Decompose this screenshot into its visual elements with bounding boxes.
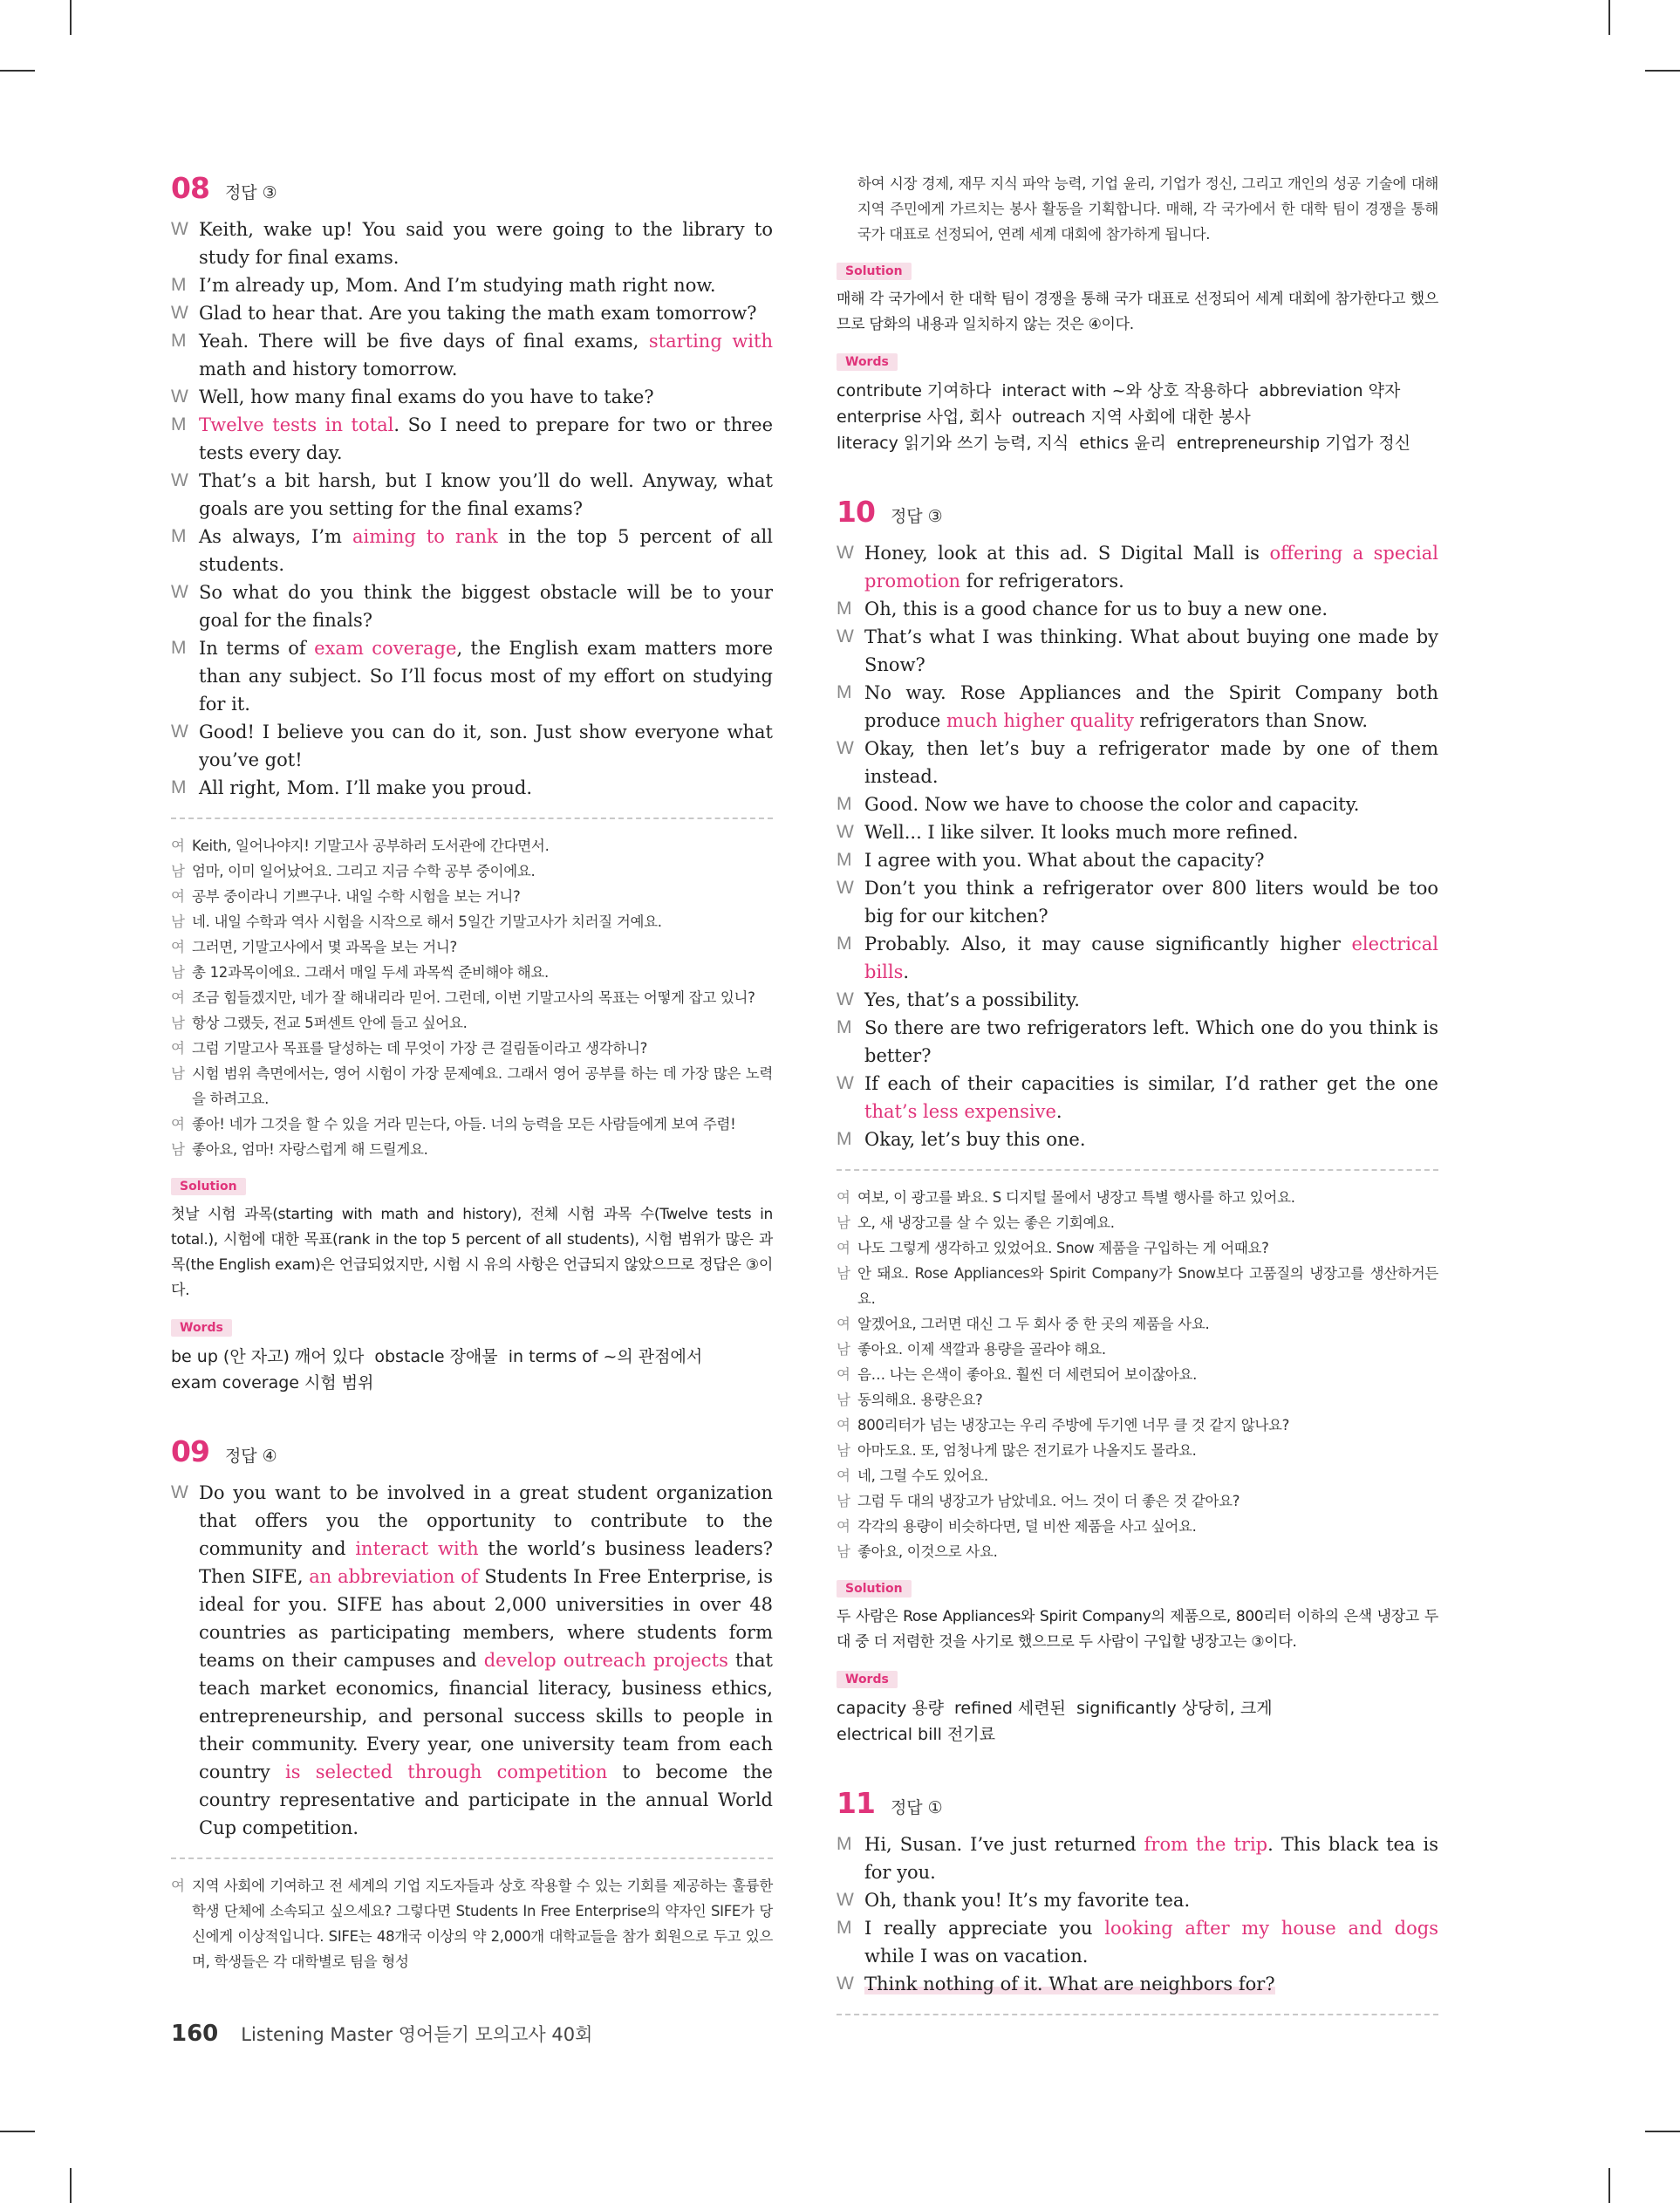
highlighted-phrase: electrical bills [864, 934, 1438, 982]
highlighted-phrase: offering a special promotion [864, 543, 1438, 592]
utterance [199, 634, 773, 718]
speaker-label: 남 [171, 964, 185, 981]
dialogue-line [837, 1014, 1438, 1070]
speaker-label: W [171, 582, 188, 602]
dialogue-line [837, 1125, 1438, 1153]
utterance [864, 818, 1438, 846]
utterance [199, 411, 773, 467]
text-run: Probably. Also, it may cause significantly higher [864, 934, 1352, 954]
dialogue-08 [171, 216, 773, 802]
highlighted-phrase: starting with [648, 331, 773, 352]
text-run: Yes, that’s a possibility. [864, 989, 1080, 1010]
words-list-08 [171, 1344, 773, 1396]
question-header-10 [837, 495, 1438, 529]
dialogue-line [837, 1070, 1438, 1125]
dialogue-line [837, 846, 1438, 874]
solution-text-09: 매해 각 국가에서 한 대학 팀이 경쟁을 통해 국가 대표로 선정되어 세계 대회에 참가한다고 했으므로 담화의 내용과 일치하지 않는 것은 ④이다. [837, 291, 1438, 333]
speaker-label: W [837, 1890, 854, 1910]
answer-label: 정답 ① [890, 1798, 943, 1817]
words-line: electrical bill 전기료 [837, 1725, 996, 1744]
text-run: Don’t you think a refrigerator over 800 liters would be too big for our kitchen? [864, 878, 1438, 927]
text-run: In terms of [199, 638, 315, 659]
text-run: Students In Free Enterprise, is ideal for you. SIFE has about 2,000 universities in over 48 countries as participating members, where students form teams on their campuses and [199, 1566, 773, 1671]
korean-line [171, 909, 773, 934]
utterance [864, 846, 1438, 874]
utterance [864, 595, 1438, 623]
speaker-label: 여 [837, 1366, 850, 1383]
utterance [864, 986, 1438, 1014]
crop-mark [1608, 2168, 1610, 2203]
dialogue-line [837, 818, 1438, 846]
speaker-label: M [837, 850, 852, 870]
dialogue-line [171, 216, 773, 271]
korean-text: 공부 중이라니 기쁘구나. 내일 수학 시험을 보는 거니? [192, 888, 521, 905]
text-run: . [1055, 1101, 1062, 1122]
korean-translation-10 [837, 1185, 1438, 1564]
korean-text: 엄마, 이미 일어났어요. 그리고 지금 수학 공부 중이에요. [192, 863, 536, 879]
dialogue-line [837, 1914, 1438, 1970]
words-tag: Words [837, 1671, 898, 1688]
speaker-label: 남 [837, 1214, 850, 1231]
words-line: enterprise 사업, 회사 outreach 지역 사회에 대한 봉사 [837, 407, 1251, 427]
speaker-label: 여 [171, 838, 185, 854]
words-line: be up (안 자고) 깨어 있다 obstacle 장애물 in terms of ~의 관점에서 [171, 1347, 703, 1366]
speaker-label: M [837, 1918, 852, 1938]
dialogue-line [171, 271, 773, 299]
korean-line [171, 1137, 773, 1162]
question-header-09 [171, 1434, 773, 1468]
right-column [837, 171, 1438, 2029]
korean-text: 동의해요. 용량은요? [857, 1392, 983, 1408]
solution-tag: Solution [837, 263, 912, 280]
korean-line: 하여 시장 경제, 재무 지식 파악 능력, 기업 윤리, 기업가 정신, 그리고 개인의 성공 기술에 대해 지역 주민에게 가르치는 봉사 활동을 기획합니다. 매해, 각 국가에서 한 대학 팀이 경쟁을 통해 국가 대표로 선정되어, 연례 세계 대회에 참가하게 됩니다. [857, 175, 1438, 243]
utterance [199, 327, 773, 383]
dialogue-line [837, 930, 1438, 986]
korean-text: 좋아요, 이것으로 사요. [857, 1543, 998, 1560]
speaker-label: W [837, 1073, 854, 1093]
dialogue-line [171, 1479, 773, 1842]
speaker-label: W [171, 470, 188, 490]
text-run: that teach market economics, financial literacy, business ethics, entrepreneurship, and personal success skills to people in their community. Every year, one university team from each country [199, 1650, 773, 1782]
utterance [864, 1070, 1438, 1125]
speaker-label: 여 [171, 1040, 185, 1057]
korean-text: 네. 내일 수학과 역사 시험을 시작으로 해서 5일간 기말고사가 치러질 거예요. [192, 913, 662, 930]
korean-text: 음… 나는 은색이 좋아요. 훨씬 더 세련되어 보이잖아요. [857, 1366, 1198, 1383]
words-line: exam coverage 시험 범위 [171, 1373, 374, 1392]
dialogue-10 [837, 539, 1438, 1153]
korean-text: 좋아요, 엄마! 자랑스럽게 해 드릴게요. [192, 1141, 428, 1158]
text-run: I’m already up, Mom. And I’m studying math right now. [199, 275, 716, 296]
solution-tag: Solution [837, 1580, 912, 1598]
dialogue-line [837, 679, 1438, 735]
words-tag: Words [837, 353, 898, 371]
korean-text: Keith, 일어나야지! 기말고사 공부하러 도서관에 간다면서. [192, 838, 550, 854]
dialogue-line [837, 1886, 1438, 1914]
korean-text: 여보, 이 광고를 봐요. S 디지털 몰에서 냉장고 특별 행사를 하고 있어요. [857, 1189, 1295, 1206]
highlighted-phrase: an abbreviation of [309, 1566, 479, 1587]
text-run: No way. Rose Appliances and the Spirit Company both produce [864, 682, 1438, 731]
text-run: for refrigerators. [960, 571, 1124, 592]
text-run: That’s a bit harsh, but I know you’ll do well. Anyway, what goals are you setting for the final exams? [199, 470, 773, 519]
speaker-label: M [171, 526, 187, 546]
korean-text: 좋아! 네가 그것을 할 수 있을 거라 믿는다, 아들. 너의 능력을 모든 사람들에게 보여 주렴! [192, 1116, 736, 1132]
dialogue-line [171, 634, 773, 718]
utterance [199, 523, 773, 578]
speaker-label: M [171, 638, 187, 658]
text-run: I agree with you. What about the capacity? [864, 850, 1265, 871]
solution-text-10: 두 사람은 Rose Appliances와 Spirit Company의 제품으로, 800리터 이하의 은색 냉장고 두 대 중 더 저렴한 것을 사기로 했으므로 두 사람이 구입할 냉장고는 ③이다. [837, 1608, 1438, 1651]
text-run: . This black tea is for you. [864, 1834, 1438, 1883]
utterance [199, 216, 773, 271]
highlighted-phrase: interact with [355, 1538, 479, 1559]
divider [171, 1857, 773, 1859]
speaker-label: 여 [837, 1468, 850, 1484]
dialogue-line [171, 774, 773, 802]
dialogue-line [837, 623, 1438, 679]
korean-line [837, 1311, 1438, 1337]
speaker-label: 여 [837, 1189, 850, 1206]
korean-line: 지역 사회에 기여하고 전 세계의 기업 지도자들과 상호 작용할 수 있는 기회를 제공하는 훌륭한 학생 단체에 소속되고 싶으세요? 그렇다면 Students In Free Enterprise의 약자인 SIFE가 당신에게 이상적입니다. SIFE는 48개국 이상의 약 2,000개 대학교들을 참가 회원으로 두고 있으며, 학생들은 각 대학별로 팀을 형성 [192, 1878, 773, 1970]
text-run: math and history tomorrow. [199, 359, 458, 380]
text-run: Good! I believe you can do it, son. Just show everyone what you’ve got! [199, 722, 773, 770]
question-number: 08 [171, 171, 209, 205]
speaker-label: 여 [837, 1316, 850, 1332]
answer-label: 정답 ③ [224, 183, 277, 202]
text-run: I really appreciate you [864, 1918, 1105, 1939]
question-header-11 [837, 1786, 1438, 1820]
korean-line [171, 1061, 773, 1112]
korean-line [837, 1210, 1438, 1235]
dialogue-line [171, 523, 773, 578]
text-run: Hi, Susan. I’ve just returned [864, 1834, 1144, 1855]
korean-translation-09 [171, 1873, 773, 1974]
utterance [199, 271, 773, 299]
korean-text: 안 돼요. Rose Appliances와 Spirit Company가 Snow보다 고품질의 냉장고를 생산하거든요. [857, 1265, 1438, 1307]
korean-text: 알겠어요, 그러면 대신 그 두 회사 중 한 곳의 제품을 사요. [857, 1316, 1210, 1332]
highlighted-phrase: much higher quality [946, 710, 1134, 731]
korean-text: 나도 그렇게 생각하고 있었어요. Snow 제품을 구입하는 게 어때요? [857, 1240, 1269, 1256]
speaker-label: M [171, 777, 187, 797]
korean-text: 그러면, 기말고사에서 몇 과목을 보는 거니? [192, 939, 457, 955]
text-run: So what do you think the biggest obstacle will be to your goal for the finals? [199, 582, 773, 631]
text-run: Good. Now we have to choose the color and capacity. [864, 794, 1360, 815]
text-run: Okay, let’s buy this one. [864, 1129, 1086, 1150]
text-run: . So I need to prepare for two or three tests every day. [199, 414, 773, 463]
utterance [864, 790, 1438, 818]
speaker-label: W [837, 822, 854, 842]
korean-line [837, 1185, 1438, 1210]
text-run: That’s what I was thinking. What about buying one made by Snow? [864, 626, 1438, 675]
utterance [864, 623, 1438, 679]
utterance [864, 1125, 1438, 1153]
text-run: As always, I’m [199, 526, 352, 547]
dialogue-line [171, 327, 773, 383]
speaker-label: 여 [171, 989, 185, 1006]
korean-text: 네, 그럴 수도 있어요. [857, 1468, 988, 1484]
highlighted-phrase: Twelve tests in total [199, 414, 394, 435]
korean-translation-08 [171, 833, 773, 1162]
question-header-08 [171, 171, 773, 205]
utterance [864, 1970, 1438, 1998]
text-run: Well... I like silver. It looks much more refined. [864, 822, 1299, 843]
highlighted-phrase: is selected through competition [285, 1762, 608, 1782]
korean-line [171, 1112, 773, 1137]
dialogue-line [171, 411, 773, 467]
korean-text: 좋아요. 이제 색깔과 용량을 골라야 해요. [857, 1341, 1106, 1358]
dialogue-line [837, 790, 1438, 818]
crop-mark [70, 2168, 72, 2203]
korean-line [837, 1438, 1438, 1463]
speaker-label: 남 [171, 913, 185, 930]
speaker-label: 여 [837, 1417, 850, 1433]
speaker-label: W [171, 387, 188, 407]
text-run: Yeah. There will be five days of final exams, [199, 331, 649, 352]
utterance [199, 299, 773, 327]
solution-tag: Solution [171, 1178, 246, 1195]
text-run: while I was on vacation. [864, 1946, 1089, 1967]
text-run: So there are two refrigerators left. Which one do you think is better? [864, 1017, 1438, 1066]
korean-text: 총 12과목이에요. 그래서 매일 두세 과목씩 준비해야 해요. [192, 964, 549, 981]
words-list-10 [837, 1695, 1438, 1748]
answer-label: 정답 ③ [890, 507, 943, 526]
speaker-label: 여 [171, 888, 185, 905]
highlighted-phrase: aiming to rank [352, 526, 498, 547]
highlighted-phrase: exam coverage [314, 638, 457, 659]
text-run: Oh, thank you! It’s my favorite tea. [864, 1890, 1191, 1911]
speaker-label: W [837, 626, 854, 647]
text-run: to become the country representative and participate in the annual World Cup competition. [199, 1762, 773, 1838]
speaker-label: W [171, 1482, 188, 1502]
question-number: 10 [837, 495, 875, 529]
korean-text: 시험 범위 측면에서는, 영어 시험이 가장 문제예요. 그래서 영어 공부를 하는 데 가장 많은 노력을 하려고요. [192, 1065, 773, 1107]
speaker-label: 여 [837, 1240, 850, 1256]
speaker-label: W [171, 219, 188, 239]
speaker-label: W [171, 722, 188, 742]
dialogue-line [837, 1830, 1438, 1886]
speaker-label: 남 [837, 1442, 850, 1459]
speaker-label: M [837, 1129, 852, 1149]
korean-text: 800리터가 넘는 냉장고는 우리 주방에 두기엔 너무 클 것 같지 않나요? [857, 1417, 1290, 1433]
dialogue-11 [837, 1830, 1438, 1998]
speaker-label: W [837, 878, 854, 898]
dialogue-line [171, 467, 773, 523]
dialogue-line [837, 735, 1438, 790]
text-run: Okay, then let’s buy a refrigerator made by one of them instead. [864, 738, 1438, 787]
utterance [199, 467, 773, 523]
utterance [199, 578, 773, 634]
korean-line [837, 1362, 1438, 1387]
text-run: Keith, wake up! You said you were going to the library to study for final exams. [199, 219, 773, 268]
korean-text: 오, 새 냉장고를 살 수 있는 좋은 기회예요. [857, 1214, 1115, 1231]
utterance [864, 874, 1438, 930]
dialogue-line [837, 1970, 1438, 1998]
text-run: All right, Mom. I’ll make you proud. [199, 777, 533, 798]
korean-line [171, 1010, 773, 1036]
korean-line [837, 1488, 1438, 1514]
speaker-label: M [171, 414, 187, 434]
utterance [864, 679, 1438, 735]
utterance [199, 774, 773, 802]
korean-line [837, 1463, 1438, 1488]
highlighted-phrase: looking after my house and dogs [1104, 1918, 1438, 1939]
dialogue-line [837, 874, 1438, 930]
utterance [199, 383, 773, 411]
korean-line [837, 1235, 1438, 1261]
text-run: Do you want to be involved in a great student organization that offers you the opportunity to contribute to the community and [199, 1482, 773, 1559]
divider [171, 818, 773, 819]
utterance [864, 735, 1438, 790]
question-number: 11 [837, 1786, 875, 1820]
korean-line [837, 1387, 1438, 1413]
korean-line [837, 1261, 1438, 1311]
korean-text: 아마도요. 또, 엄청나게 많은 전기료가 나올지도 몰라요. [857, 1442, 1197, 1459]
crop-mark [1645, 70, 1680, 72]
text-run: Well, how many final exams do you have to take? [199, 387, 654, 407]
crop-mark [0, 70, 35, 72]
utterance [864, 1886, 1438, 1914]
words-line: literacy 읽기와 쓰기 능력, 지식 ethics 윤리 entrepreneurship 기업가 정신 [837, 434, 1411, 453]
left-column [171, 171, 773, 1974]
speaker-label: M [837, 1017, 852, 1037]
dialogue-line [837, 595, 1438, 623]
speaker-label: 남 [171, 1065, 185, 1082]
text-run: Think nothing of it. What are neighbors for? [864, 1974, 1275, 1994]
highlighted-phrase: develop outreach projects [483, 1650, 728, 1671]
dialogue-line [171, 718, 773, 774]
utterance [199, 1479, 773, 1842]
speaker-label: W [837, 1974, 854, 1994]
speaker-label: 남 [171, 1141, 185, 1158]
crop-mark [0, 2131, 35, 2132]
speaker-label: 여 [171, 939, 185, 955]
korean-text: 조금 힘들겠지만, 네가 잘 해내리라 믿어. 그런데, 이번 기말고사의 목표는 어떻게 잡고 있니? [192, 989, 755, 1006]
dialogue-line [171, 299, 773, 327]
korean-line [837, 1413, 1438, 1438]
crop-mark [1645, 2131, 1680, 2132]
text-run: Oh, this is a good chance for us to buy a new one. [864, 599, 1328, 619]
speaker-label: W [837, 543, 854, 563]
speaker-label: 여 [837, 1518, 850, 1535]
answer-label: 정답 ④ [224, 1447, 277, 1466]
words-line: capacity 용량 refined 세련된 significantly 상당히, 크게 [837, 1699, 1273, 1718]
korean-line [171, 1036, 773, 1061]
korean-line [171, 985, 773, 1010]
korean-text: 각각의 용량이 비슷하다면, 덜 비싼 제품을 사고 싶어요. [857, 1518, 1197, 1535]
speaker-label: M [171, 275, 187, 295]
speaker-label: M [837, 682, 852, 702]
utterance [864, 1014, 1438, 1070]
korean-text: 그럼 기말고사 목표를 달성하는 데 무엇이 가장 큰 걸림돌이라고 생각하니? [192, 1040, 648, 1057]
highlighted-phrase: that’s less expensive [864, 1101, 1056, 1122]
words-line: contribute 기여하다 interact with ~와 상호 작용하다 abbreviation 약자 [837, 381, 1401, 400]
utterance [864, 539, 1438, 595]
dialogue-line [171, 383, 773, 411]
text-run: refrigerators than Snow. [1133, 710, 1369, 731]
speaker-label: M [837, 794, 852, 814]
speaker-label: M [837, 1834, 852, 1854]
text-run: . [903, 961, 910, 982]
utterance [864, 930, 1438, 986]
utterance [864, 1830, 1438, 1886]
speaker-label: W [837, 738, 854, 758]
solution-text-08: 첫날 시험 과목(starting with math and history), 전체 시험 과목 수(Twelve tests in total.), 시험에 대한 목표(rank in the top 5 percent of all students), 시험 범위가 많은 과목(the English exam)은 언급되었지만, 시험 시 유의 사항은 언급되지 않았으므로 정답은 ③이다. [171, 1206, 773, 1299]
dialogue-09 [171, 1479, 773, 1842]
speaker-label: 남 [171, 1015, 185, 1031]
korean-translation-09-cont [837, 171, 1438, 247]
speaker-label: 남 [837, 1543, 850, 1560]
korean-line [171, 859, 773, 884]
speaker-label: 남 [837, 1392, 850, 1408]
dialogue-line [837, 986, 1438, 1014]
speaker-label: 여 [171, 1116, 185, 1132]
speaker-label: 남 [837, 1341, 850, 1358]
words-list-09 [837, 378, 1438, 456]
book-title: Listening Master 영어듣기 모의고사 40회 [241, 2024, 593, 2045]
speaker-label: 남 [837, 1493, 850, 1509]
speaker-label: 남 [171, 863, 185, 879]
divider [837, 1169, 1438, 1171]
korean-line [837, 1514, 1438, 1539]
speaker-label: W [837, 989, 854, 1009]
crop-mark [1608, 0, 1610, 35]
question-number: 09 [171, 1434, 209, 1468]
korean-line [837, 1539, 1438, 1564]
highlighted-phrase: from the trip [1144, 1834, 1268, 1855]
crop-mark [70, 0, 72, 35]
speaker-label: 여 [171, 1878, 185, 1894]
speaker-label: M [837, 599, 852, 619]
text-run: Honey, look at this ad. S Digital Mall is [864, 543, 1270, 564]
text-run: , the English exam matters more than any subject. So I’ll focus most of my effort on studying for it. [199, 638, 774, 715]
korean-text: 항상 그랬듯, 전교 5퍼센트 안에 들고 싶어요. [192, 1015, 468, 1031]
speaker-label: W [171, 303, 188, 323]
dialogue-line [837, 539, 1438, 595]
speaker-label: M [837, 934, 852, 954]
korean-line [171, 833, 773, 859]
korean-line [837, 1337, 1438, 1362]
page-number: 160 [171, 2021, 219, 2047]
utterance [199, 718, 773, 774]
page-footer [171, 2021, 592, 2047]
korean-text: 그럼 두 대의 냉장고가 남았네요. 어느 것이 더 좋은 것 같아요? [857, 1493, 1240, 1509]
divider [837, 2014, 1438, 2015]
speaker-label: M [171, 331, 187, 351]
text-run: If each of their capacities is similar, I’d rather get the one [864, 1073, 1438, 1094]
korean-line [171, 884, 773, 909]
korean-line [171, 934, 773, 960]
text-run: in the top 5 percent of all students. [199, 526, 773, 575]
speaker-label: 남 [837, 1265, 850, 1282]
text-run: Glad to hear that. Are you taking the math exam tomorrow? [199, 303, 757, 324]
korean-line [171, 960, 773, 985]
dialogue-line [171, 578, 773, 634]
utterance [864, 1914, 1438, 1970]
words-tag: Words [171, 1319, 232, 1337]
text-run: the world’s business leaders? Then SIFE, [199, 1538, 774, 1587]
